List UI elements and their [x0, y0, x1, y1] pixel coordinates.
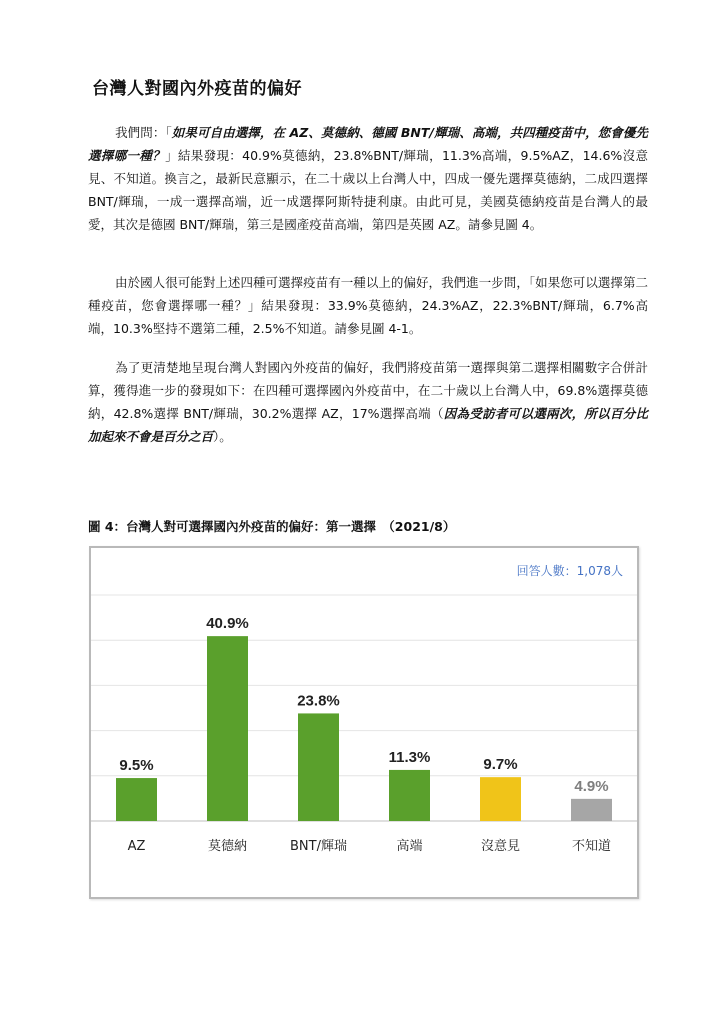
- category-label-5: 沒意見: [480, 839, 521, 854]
- bar-6: [571, 799, 612, 821]
- survey-question: 如果可自由選擇，在 AZ、莫德納、德國 BNT/輝瑞、高端，共四種疫苗中，您會優先選擇哪一種？: [88, 125, 648, 163]
- category-label-4: 高端: [396, 839, 423, 854]
- category-label-6: 不知道: [571, 839, 612, 854]
- bar-5: [480, 777, 521, 821]
- paren-close: ）。: [213, 429, 232, 444]
- category-label-3: BNT/輝瑞: [290, 839, 347, 854]
- paragraph-lead: 我們問：「: [115, 125, 172, 140]
- category-label-2: 莫德納: [207, 839, 248, 854]
- figure-caption: 圖 4：台灣人對可選擇國內外疫苗的偏好：第一選擇 （2021/8）: [88, 519, 456, 534]
- bar-4: [389, 770, 430, 821]
- value-label-4: 11.3%: [388, 748, 431, 766]
- paragraph-note: 因為受訪者可以選兩次，所以百分比加起來不會是百分之百: [88, 406, 648, 444]
- value-label-5: 9.7%: [483, 756, 518, 774]
- paragraph-text: 為了更清楚地呈現台灣人對國內外疫苗的偏好，我們將疫苗第一選擇與第二選擇相關數字合併計算，獲得進一步的發現如下：在四種可選擇國內外疫苗中，在二十歲以上台灣人中，69.8%選擇莫德納，42.8%選擇 BNT/輝瑞，30.2%選擇 AZ，17%選擇高端: [88, 360, 648, 421]
- chart-svg: [91, 548, 637, 897]
- bar-chart: [89, 546, 639, 899]
- value-label-2: 40.9%: [206, 615, 249, 633]
- bar-3: [298, 713, 339, 821]
- paragraph-text: 由於國人很可能對上述四種可選擇疫苗有一種以上的偏好，我們進一步問，「如果您可以選擇第二種疫苗，您會選擇哪一種？」結果發現：33.9%莫德納，24.3%AZ，22.3%BNT/輝瑞，6.7%高端，10.3%堅持不選第二種，2.5%不知道。請參見圖 4-1。: [88, 275, 648, 336]
- category-label-1: AZ: [127, 839, 146, 854]
- paragraph-rest: 」結果發現：40.9%莫德納，23.8%BNT/輝瑞，11.3%高端，9.5%AZ，14.6%沒意見、不知道。換言之，最新民意顯示，在二十歲以上台灣人中，四成一優先選擇莫德納，二成四選擇 BNT/輝瑞，一成一選擇高端，近一成選擇阿斯特捷利康。由此可見，美國莫德納疫苗是台灣人的最愛，其次是德國 BNT/輝瑞，第三是國產疫苗高端，第四是英國 AZ。請參見圖 4。: [88, 148, 648, 232]
- page-heading: 台灣人對國內外疫苗的偏好: [92, 79, 302, 99]
- bar-1: [116, 778, 157, 821]
- paren-open: （: [430, 406, 444, 421]
- value-label-1: 9.5%: [119, 757, 154, 775]
- paragraph-second-choice: [88, 271, 648, 340]
- value-label-6: 4.9%: [574, 777, 609, 795]
- paragraph-first-choice: [88, 121, 648, 236]
- value-label-3: 23.8%: [297, 692, 340, 710]
- bar-2: [207, 636, 248, 821]
- respondent-count: 回答人數：1,078人: [516, 564, 623, 578]
- paragraph-combined: [88, 356, 648, 448]
